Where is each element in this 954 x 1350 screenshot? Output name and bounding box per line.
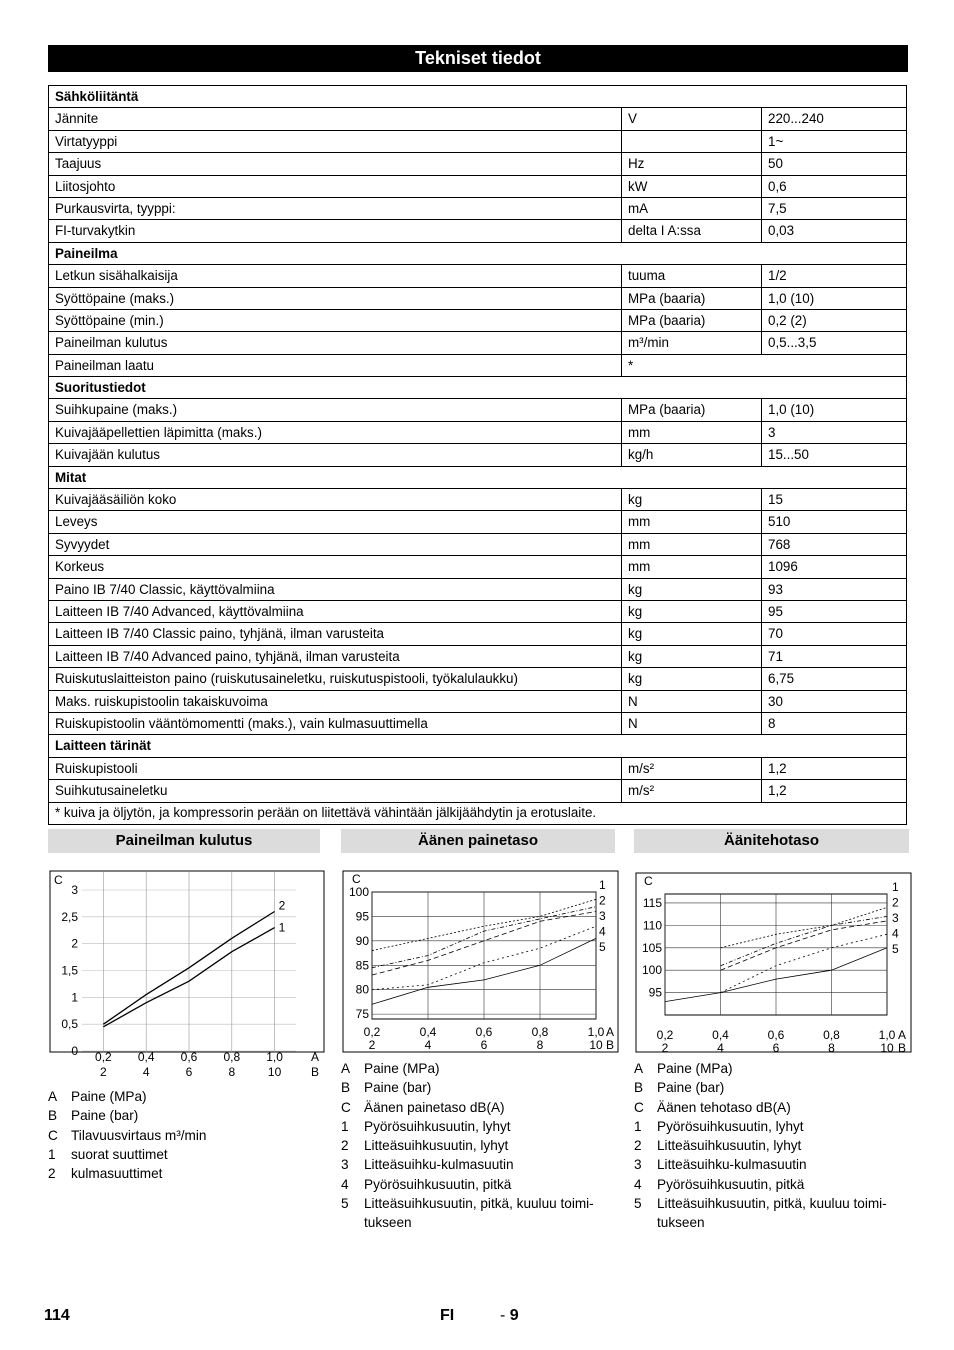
legend-key: B — [48, 1108, 58, 1124]
chart-sound-power — [634, 872, 914, 1085]
spec-label: Taajuus — [49, 153, 622, 175]
legend-item — [634, 1155, 914, 1174]
series-label-2: 2 — [278, 898, 286, 913]
x-tick-label: 1,0 — [878, 1028, 896, 1042]
legend-item — [341, 1059, 621, 1078]
x-tick-label-bar: 2 — [661, 1041, 669, 1055]
legend-text: Äänen painetaso dB(A) — [364, 1099, 505, 1115]
spec-unit: kg — [622, 645, 762, 667]
spec-label: Syöttöpaine (min.) — [49, 309, 622, 331]
spec-value: 71 — [762, 645, 907, 667]
spec-value: 1,0 (10) — [762, 399, 907, 421]
spec-row — [49, 712, 907, 734]
spec-value: 768 — [762, 533, 907, 555]
x-tick-label: 0,2 — [656, 1028, 674, 1042]
series-label-4: 4 — [892, 926, 899, 941]
x-tick-label-bar: 2 — [100, 1065, 107, 1079]
spec-unit: kW — [622, 175, 762, 197]
y-tick-label: 75 — [355, 1007, 369, 1022]
spec-label: Korkeus — [49, 556, 622, 578]
section-page-number — [500, 1307, 519, 1325]
x-tick-label: 0,4 — [712, 1028, 729, 1042]
legend-text: Paine (MPa) — [364, 1061, 440, 1076]
spec-label: Syöttöpaine (maks.) — [49, 287, 622, 309]
spec-value: 1,2 — [762, 757, 907, 779]
x-tick-label: 0,6 — [180, 1050, 198, 1064]
spec-label: Kuivajään kulutus — [49, 444, 622, 466]
spec-value: 15...50 — [762, 444, 907, 466]
x-axis-letter-b: B — [606, 1038, 615, 1052]
y-tick-label: 0 — [71, 1044, 78, 1058]
spec-unit: mm — [622, 556, 762, 578]
spec-value: 1096 — [762, 556, 907, 578]
spec-section-label: Paineilma — [49, 242, 907, 264]
spec-row — [49, 556, 907, 578]
legend-key: 2 — [634, 1138, 642, 1154]
y-tick-label: 3 — [71, 883, 78, 897]
legend-item — [341, 1194, 621, 1233]
series-label-1: 1 — [599, 878, 606, 892]
section-page-dash: - — [500, 1307, 506, 1324]
legend-key: B — [341, 1080, 351, 1096]
legend-item — [48, 1145, 318, 1164]
y-tick-label: 105 — [641, 940, 662, 955]
legend-text: Litteäsuihku-kulmasuutin — [657, 1157, 807, 1173]
spec-unit: m/s² — [622, 757, 762, 779]
y-tick-label: 110 — [642, 918, 662, 933]
legend-key: C — [634, 1099, 644, 1115]
spec-label: Kuivajääsäiliön koko — [49, 489, 622, 511]
legend-text: suorat suuttimet — [71, 1146, 168, 1162]
x-axis-letter-b: B — [311, 1065, 320, 1079]
spec-row — [49, 354, 907, 376]
spec-label: Ruiskupistooli — [49, 757, 622, 779]
spec-row — [49, 802, 907, 824]
legend-key: 4 — [634, 1176, 642, 1192]
spec-row — [49, 332, 907, 354]
series-line-4 — [721, 934, 888, 992]
spec-label: Paineilman kulutus — [49, 332, 622, 354]
spec-section-row — [49, 735, 907, 757]
x-tick-label-bar: 8 — [536, 1038, 544, 1052]
series-label-5: 5 — [599, 940, 606, 954]
spec-value: 8 — [762, 712, 907, 734]
spec-row — [49, 309, 907, 331]
legend-key: C — [341, 1099, 351, 1115]
spec-row — [49, 533, 907, 555]
x-tick-label-bar: 4 — [142, 1065, 150, 1079]
legend-key: A — [634, 1061, 644, 1076]
spec-value: 95 — [762, 600, 907, 622]
spec-unit: kg — [622, 623, 762, 645]
x-tick-label: 0,8 — [823, 1028, 840, 1042]
legend-item — [341, 1117, 621, 1136]
legend-text: Paine (bar) — [71, 1108, 139, 1124]
series-label-1: 1 — [892, 880, 899, 894]
spec-section-label: Laitteen tärinät — [49, 735, 907, 757]
legend-text: Pyörösuihkusuutin, pitkä — [364, 1176, 512, 1192]
spec-label: Ruiskutuslaitteiston paino (ruiskutusaineletku, ruiskutuspistooli, työkalulaukku) — [49, 668, 622, 690]
section-page-digit: 9 — [509, 1307, 519, 1324]
legend-key: 1 — [341, 1118, 349, 1134]
spec-value: 7,5 — [762, 197, 907, 219]
series-line-3 — [721, 921, 888, 970]
legend-text: Pyörösuihkusuutin, lyhyt — [364, 1118, 511, 1134]
legend-item — [634, 1117, 914, 1136]
series-label-2: 2 — [892, 895, 899, 910]
spec-value: 0,5...3,5 — [762, 332, 907, 354]
legend-key: 2 — [341, 1138, 349, 1154]
spec-value: 6,75 — [762, 668, 907, 690]
spec-unit: mm — [622, 511, 762, 533]
spec-section-row — [49, 86, 907, 108]
x-tick-label-bar: 8 — [228, 1065, 236, 1079]
spec-value: 0,03 — [762, 220, 907, 242]
legend-item — [634, 1059, 914, 1078]
spec-label: Letkun sisähalkaisija — [49, 265, 622, 287]
x-tick-label: 1,0 — [587, 1025, 605, 1039]
spec-unit: delta I A:ssa — [622, 220, 762, 242]
spec-label: Paineilman laatu — [49, 354, 622, 376]
legend-text: Tilavuusvirtaus m³/min — [71, 1127, 207, 1143]
y-axis-letter: C — [54, 873, 63, 887]
y-tick-label: 115 — [642, 895, 662, 910]
x-tick-label-bar: 4 — [717, 1041, 724, 1055]
legend-key: 5 — [634, 1196, 642, 1212]
spec-unit: V — [622, 108, 762, 130]
legend-text: Paine (MPa) — [71, 1089, 147, 1104]
x-tick-label: 0,2 — [95, 1050, 112, 1064]
series-label-3: 3 — [892, 911, 899, 925]
spec-row — [49, 220, 907, 242]
page-number: 114 — [44, 1307, 70, 1324]
legend-item — [341, 1078, 621, 1097]
spec-unit: kg — [622, 489, 762, 511]
spec-label: Laitteen IB 7/40 Classic paino, tyhjänä, ilman varusteita — [49, 623, 622, 645]
x-tick-label: 0,8 — [531, 1025, 549, 1039]
x-tick-label: 0,6 — [475, 1025, 493, 1039]
spec-label: Liitosjohto — [49, 175, 622, 197]
spec-row — [49, 175, 907, 197]
chart-title-sound-pressure: Äänen painetaso — [341, 829, 615, 853]
spec-unit: MPa (baaria) — [622, 309, 762, 331]
y-tick-label: 80 — [355, 982, 369, 997]
series-label-1: 1 — [278, 920, 286, 935]
legend-item — [341, 1136, 621, 1155]
spec-label: Laitteen IB 7/40 Advanced, käyttövalmiina — [49, 600, 622, 622]
spec-value: 3 — [762, 421, 907, 443]
legend-item — [48, 1106, 318, 1125]
spec-row — [49, 578, 907, 600]
spec-unit: Hz — [622, 153, 762, 175]
y-tick-label: 2 — [71, 936, 78, 951]
legend-key: 4 — [341, 1176, 349, 1192]
legend-key: 2 — [48, 1166, 56, 1182]
x-axis-letter-a: A — [311, 1050, 320, 1064]
x-tick-label-bar: 10 — [267, 1065, 282, 1079]
legend-item — [48, 1164, 318, 1183]
x-tick-label-bar: 6 — [480, 1038, 488, 1052]
spec-row — [49, 153, 907, 175]
spec-unit: mA — [622, 197, 762, 219]
spec-unit: * — [622, 354, 907, 376]
legend-item — [341, 1175, 621, 1194]
spec-section-row — [49, 242, 907, 264]
x-tick-label-bar: 2 — [368, 1038, 376, 1052]
spec-row — [49, 623, 907, 645]
legend-text: Litteäsuihkusuutin, pitkä, kuuluu toimi-tukseen — [657, 1196, 887, 1231]
legend-sound-power — [634, 1059, 914, 1233]
legend-item — [634, 1194, 914, 1233]
legend-key: C — [48, 1127, 58, 1143]
spec-value: 1~ — [762, 130, 907, 152]
legend-key: A — [48, 1089, 58, 1104]
y-tick-label: 90 — [355, 933, 369, 948]
spec-value: 1,0 (10) — [762, 287, 907, 309]
x-tick-label: 0,8 — [223, 1050, 241, 1064]
spec-label: Kuivajääpellettien läpimitta (maks.) — [49, 421, 622, 443]
spec-row — [49, 444, 907, 466]
spec-row — [49, 489, 907, 511]
series-label-2: 2 — [599, 893, 606, 908]
legend-key: 3 — [634, 1157, 642, 1173]
spec-label: Jännite — [49, 108, 622, 130]
spec-unit: mm — [622, 533, 762, 555]
spec-value: 1/2 — [762, 265, 907, 287]
spec-unit: MPa (baaria) — [622, 399, 762, 421]
spec-row — [49, 265, 907, 287]
x-axis-letter-b: B — [898, 1041, 907, 1055]
y-tick-label: 2,5 — [61, 909, 78, 924]
legend-text: Pyörösuihkusuutin, pitkä — [657, 1176, 805, 1192]
series-line-1 — [721, 907, 888, 947]
legend-text: Paine (MPa) — [657, 1061, 733, 1076]
spec-value: 0,2 (2) — [762, 309, 907, 331]
chart-air-consumption — [48, 870, 326, 1083]
legend-key: B — [634, 1080, 644, 1096]
spec-unit: m/s² — [622, 780, 762, 802]
legend-text: Paine (bar) — [364, 1080, 432, 1096]
spec-unit: tuuma — [622, 265, 762, 287]
y-axis-letter: C — [352, 872, 361, 886]
chart-title-air-consumption: Paineilman kulutus — [48, 829, 320, 853]
legend-item — [48, 1087, 318, 1106]
x-tick-label: 0,4 — [137, 1050, 155, 1064]
spec-label: Suihkupaine (maks.) — [49, 399, 622, 421]
spec-label: FI-turvakytkin — [49, 220, 622, 242]
chart-frame — [636, 873, 911, 1052]
legend-key: 3 — [341, 1157, 349, 1173]
legend-sound-pressure — [341, 1059, 621, 1233]
spec-row — [49, 668, 907, 690]
legend-air-consumption — [48, 1087, 318, 1183]
x-tick-label: 0,6 — [767, 1028, 785, 1042]
spec-unit: kg — [622, 668, 762, 690]
spec-row — [49, 600, 907, 622]
spec-unit: kg — [622, 578, 762, 600]
spec-row — [49, 108, 907, 130]
spec-section-label: Sähköliitäntä — [49, 86, 907, 108]
y-axis-letter: C — [644, 874, 653, 888]
spec-unit: kg — [622, 600, 762, 622]
y-tick-label: 1 — [71, 990, 78, 1005]
legend-text: Litteäsuihkusuutin, pitkä, kuuluu toimi-tukseen — [364, 1196, 594, 1231]
series-label-5: 5 — [892, 942, 899, 956]
legend-text: Litteäsuihku-kulmasuutin — [364, 1157, 514, 1173]
spec-label: Laitteen IB 7/40 Advanced paino, tyhjänä, ilman varusteita — [49, 645, 622, 667]
series-label-3: 3 — [599, 909, 606, 923]
spec-footnote: * kuiva ja öljytön, ja kompressorin perään on liitettävä vähintään jälkijäähdytin ja erotuslaite. — [49, 802, 907, 824]
spec-value: 220...240 — [762, 108, 907, 130]
spec-unit: kg/h — [622, 444, 762, 466]
x-tick-label-bar: 10 — [880, 1041, 894, 1055]
spec-row — [49, 399, 907, 421]
legend-text: kulmasuuttimet — [71, 1166, 163, 1182]
spec-label: Paino IB 7/40 Classic, käyttövalmiina — [49, 578, 622, 600]
legend-text: Paine (bar) — [657, 1080, 725, 1096]
series-label-4: 4 — [599, 924, 606, 939]
spec-unit: m³/min — [622, 332, 762, 354]
x-tick-label-bar: 8 — [828, 1041, 835, 1055]
spec-value: 93 — [762, 578, 907, 600]
y-tick-label: 95 — [648, 985, 662, 1000]
spec-row — [49, 645, 907, 667]
spec-label: Virtatyyppi — [49, 130, 622, 152]
spec-row — [49, 511, 907, 533]
spec-label: Purkausvirta, tyyppi: — [49, 197, 622, 219]
legend-item — [634, 1175, 914, 1194]
spec-value: 30 — [762, 690, 907, 712]
legend-key: 1 — [634, 1118, 642, 1134]
spec-value: 510 — [762, 511, 907, 533]
x-tick-label: 1,0 — [266, 1050, 283, 1064]
spec-section-row — [49, 377, 907, 399]
language-code: FI — [440, 1307, 455, 1324]
spec-label: Leveys — [49, 511, 622, 533]
x-tick-label-bar: 6 — [185, 1065, 193, 1079]
spec-label: Maks. ruiskupistoolin takaiskuvoima — [49, 690, 622, 712]
spec-unit: MPa (baaria) — [622, 287, 762, 309]
page-title: Tekniset tiedot — [48, 45, 908, 72]
spec-row — [49, 287, 907, 309]
spec-label: Suihkutusaineletku — [49, 780, 622, 802]
spec-row — [49, 197, 907, 219]
y-tick-label: 0,5 — [61, 1017, 78, 1032]
legend-key: A — [341, 1061, 351, 1076]
x-tick-label: 0,2 — [363, 1025, 381, 1039]
legend-item — [341, 1155, 621, 1174]
spec-value: 1,2 — [762, 780, 907, 802]
spec-label: Syvyydet — [49, 533, 622, 555]
y-tick-label: 85 — [355, 958, 369, 973]
spec-row — [49, 690, 907, 712]
legend-item — [634, 1098, 914, 1117]
spec-section-row — [49, 466, 907, 488]
spec-unit: N — [622, 690, 762, 712]
spec-section-label: Suoritustiedot — [49, 377, 907, 399]
legend-text: Pyörösuihkusuutin, lyhyt — [657, 1118, 804, 1134]
spec-unit: N — [622, 712, 762, 734]
spec-value: 15 — [762, 489, 907, 511]
chart-title-sound-power: Äänitehotaso — [634, 829, 909, 853]
spec-value: 50 — [762, 153, 907, 175]
spec-unit — [622, 130, 762, 152]
x-tick-label-bar: 6 — [772, 1041, 780, 1055]
y-tick-label: 100 — [641, 963, 662, 978]
x-axis-letter-a: A — [898, 1028, 907, 1042]
legend-key: 1 — [48, 1146, 56, 1162]
x-tick-label-bar: 4 — [424, 1038, 432, 1052]
spec-unit: mm — [622, 421, 762, 443]
spec-row — [49, 780, 907, 802]
y-tick-label: 100 — [348, 885, 369, 899]
x-tick-label: 0,4 — [419, 1025, 437, 1039]
chart-sound-pressure — [341, 870, 620, 1083]
spec-section-label: Mitat — [49, 466, 907, 488]
spec-row — [49, 421, 907, 443]
legend-key: 5 — [341, 1196, 349, 1212]
x-axis-letter-a: A — [606, 1025, 615, 1039]
legend-text: Litteäsuihkusuutin, lyhyt — [364, 1138, 509, 1154]
spec-table — [48, 85, 907, 825]
legend-item — [634, 1078, 914, 1097]
legend-text: Äänen tehotaso dB(A) — [657, 1099, 791, 1115]
y-tick-label: 1,5 — [61, 963, 78, 978]
legend-item — [634, 1136, 914, 1155]
legend-item — [48, 1126, 318, 1145]
legend-item — [341, 1098, 621, 1117]
spec-value: 70 — [762, 623, 907, 645]
y-tick-label: 95 — [355, 909, 369, 924]
x-tick-label-bar: 10 — [589, 1038, 603, 1052]
spec-label: Ruiskupistoolin vääntömomentti (maks.), vain kulmasuuttimella — [49, 712, 622, 734]
spec-row — [49, 757, 907, 779]
spec-row — [49, 130, 907, 152]
spec-value: 0,6 — [762, 175, 907, 197]
legend-text: Litteäsuihkusuutin, lyhyt — [657, 1138, 802, 1154]
